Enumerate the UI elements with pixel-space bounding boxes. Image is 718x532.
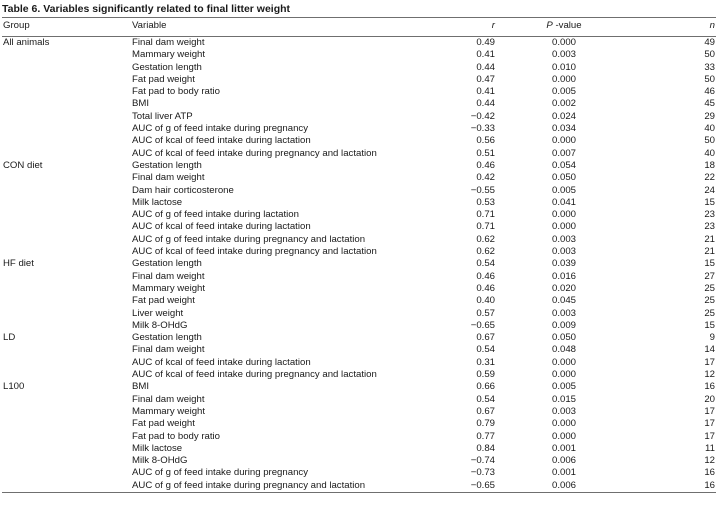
r-cell: 0.31 [476, 356, 495, 368]
p-value-cell: 0.010 [551, 61, 576, 73]
n-cell: 17 [704, 418, 715, 430]
p-value-cell: 0.050 [551, 172, 576, 184]
p-value-cell: 0.001 [551, 467, 576, 479]
variable-cell: AUC of g of feed intake during pregnancy [132, 123, 308, 135]
n-cell: 16 [704, 381, 715, 393]
p-value-cell: 0.024 [551, 110, 576, 122]
table-row [2, 418, 716, 430]
variable-cell: Gestation length [132, 159, 202, 171]
variable-cell: Final dam weight [132, 37, 205, 48]
variable-cell: AUC of kcal of feed intake during lactation [132, 221, 311, 233]
n-cell: 50 [704, 135, 715, 147]
table-row [2, 455, 716, 467]
variable-cell: AUC of kcal of feed intake during lactation [132, 356, 311, 368]
group-cell [2, 431, 130, 443]
table-row [2, 234, 716, 246]
variable-cell: AUC of kcal of feed intake during lactation [132, 135, 311, 147]
r-cell: −0.65 [470, 319, 495, 331]
group-cell: LD [3, 332, 16, 344]
table-row [2, 332, 716, 344]
r-cell: 0.53 [476, 196, 495, 208]
table-row [2, 308, 716, 320]
table-row [2, 320, 716, 332]
table-body [2, 37, 716, 493]
variable-cell: BMI [132, 98, 150, 110]
p-value-cell: 0.050 [551, 332, 576, 344]
r-cell: 0.46 [476, 159, 495, 171]
n-cell: 40 [704, 123, 715, 135]
n-cell: 21 [704, 233, 715, 245]
variable-cell: Final dam weight [132, 393, 205, 405]
group-cell [2, 271, 130, 283]
table-row [2, 62, 716, 74]
p-value-cell: 0.054 [551, 159, 576, 171]
n-cell: 40 [704, 147, 715, 159]
table-row [2, 467, 716, 479]
group-cell [2, 418, 130, 430]
table-row [2, 357, 716, 369]
table-row [2, 209, 716, 221]
r-cell: 0.49 [476, 37, 495, 48]
group-cell [2, 197, 130, 209]
n-cell: 15 [704, 319, 715, 331]
p-value-cell: 0.041 [551, 196, 576, 208]
table-row [2, 369, 716, 381]
table-row [2, 394, 716, 406]
r-cell: 0.47 [476, 73, 495, 85]
header-row [2, 18, 716, 37]
n-cell: 25 [704, 307, 715, 319]
variable-cell: Final dam weight [132, 172, 205, 184]
n-cell: 12 [704, 369, 715, 381]
table-row [2, 135, 716, 147]
table-row [2, 197, 716, 209]
table-row [2, 221, 716, 233]
variable-cell: Milk lactose [132, 442, 183, 454]
variable-cell: AUC of kcal of feed intake during pregnancy and lactation [132, 246, 377, 258]
r-cell: 0.59 [476, 369, 495, 381]
header-group: Group [2, 18, 130, 37]
p-value-cell: 0.000 [551, 135, 576, 147]
variable-cell: AUC of g of feed intake during pregnancy and lactation [130, 480, 422, 493]
r-cell: −0.74 [470, 455, 495, 467]
r-cell: −0.73 [470, 467, 495, 479]
r-cell: 0.40 [476, 295, 495, 307]
variable-cell: AUC of kcal of feed intake during pregnancy and lactation [132, 147, 377, 159]
variable-cell: Mammary weight [132, 282, 206, 294]
group-cell [2, 234, 130, 246]
table-row [2, 172, 716, 184]
group-cell [2, 480, 130, 493]
p-value-cell: 0.005 [551, 86, 576, 98]
results-table [2, 17, 716, 493]
n-cell: 33 [704, 61, 715, 73]
p-value-cell: 0.000 [551, 369, 576, 381]
r-cell: 0.44 [476, 98, 495, 110]
group-cell [2, 86, 130, 98]
variable-cell: Dam hair corticosterone [132, 184, 234, 196]
group-cell [2, 135, 130, 147]
p-value-cell: 0.006 [551, 455, 576, 467]
n-cell: 25 [704, 295, 715, 307]
group-cell [2, 246, 130, 258]
p-value-cell: 0.007 [551, 147, 576, 159]
variable-cell: AUC of g of feed intake during pregnancy and lactation [132, 233, 366, 245]
p-value-cell: 0.020 [551, 282, 576, 294]
p-value-cell: 0.039 [551, 258, 576, 270]
n-cell: 49 [704, 37, 715, 48]
n-cell: 25 [704, 282, 715, 294]
variable-cell: Fat pad weight [132, 295, 195, 307]
group-cell [2, 98, 130, 110]
group-cell [2, 467, 130, 479]
r-cell: 0.62 [476, 233, 495, 245]
group-cell [2, 320, 130, 332]
group-cell: L100 [3, 381, 25, 393]
table-row [2, 37, 716, 50]
group-cell [2, 62, 130, 74]
variable-cell: Total liver ATP [132, 110, 193, 122]
variable-cell: Fat pad weight [132, 73, 195, 85]
n-cell: 17 [704, 430, 715, 442]
r-cell: −0.42 [470, 110, 495, 122]
r-cell: 0.54 [476, 344, 495, 356]
p-value-cell: 0.015 [551, 393, 576, 405]
table-row [2, 185, 716, 197]
n-cell: 22 [704, 172, 715, 184]
r-cell: −0.65 [422, 480, 497, 493]
r-cell: 0.79 [476, 418, 495, 430]
n-cell: 24 [704, 184, 715, 196]
r-cell: 0.51 [476, 147, 495, 159]
group-cell: CON diet [3, 159, 43, 171]
variable-cell: AUC of g of feed intake during pregnancy [132, 467, 308, 479]
table-row [2, 148, 716, 160]
group-cell [2, 49, 130, 61]
r-cell: 0.46 [476, 270, 495, 282]
table-caption: Table 6. Variables significantly related to final litter weight [2, 3, 291, 15]
p-value-cell: 0.003 [551, 405, 576, 417]
group-cell [2, 123, 130, 135]
group-cell [2, 394, 130, 406]
variable-cell: Milk 8-OHdG [132, 319, 188, 331]
r-cell: 0.44 [476, 61, 495, 73]
group-cell [2, 148, 130, 160]
n-cell: 9 [709, 332, 715, 344]
variable-cell: Final dam weight [132, 344, 205, 356]
r-cell: 0.84 [476, 442, 495, 454]
r-cell: 0.66 [476, 381, 495, 393]
group-cell [2, 406, 130, 418]
n-cell: 27 [704, 270, 715, 282]
variable-cell: Gestation length [132, 61, 202, 73]
header-p-letter: P [546, 20, 553, 32]
group-cell [2, 344, 130, 356]
group-cell [2, 295, 130, 307]
group-cell [2, 74, 130, 86]
n-cell: 16 [631, 480, 716, 493]
r-cell: 0.41 [476, 49, 495, 61]
r-cell: 0.67 [476, 332, 495, 344]
r-cell: 0.57 [476, 307, 495, 319]
n-cell: 18 [704, 159, 715, 171]
r-cell: 0.54 [476, 393, 495, 405]
table-row [2, 86, 716, 98]
table-row [2, 283, 716, 295]
n-cell: 11 [705, 442, 715, 454]
r-cell: 0.56 [476, 135, 495, 147]
p-value-cell: 0.005 [551, 381, 576, 393]
table-row [2, 74, 716, 86]
n-cell: 12 [704, 455, 715, 467]
r-cell: 0.42 [476, 172, 495, 184]
table-row [2, 258, 716, 270]
p-value-cell: 0.000 [551, 430, 576, 442]
variable-cell: AUC of g of feed intake during lactation [132, 209, 299, 221]
variable-cell: Gestation length [132, 332, 202, 344]
p-value-cell: 0.000 [551, 37, 576, 48]
header-variable: Variable [130, 18, 422, 37]
header-r: r [422, 18, 497, 37]
r-cell: −0.55 [470, 184, 495, 196]
p-value-cell: 0.016 [551, 270, 576, 282]
variable-cell: Milk 8-OHdG [132, 455, 188, 467]
p-value-cell: 0.003 [551, 246, 576, 258]
group-cell [2, 357, 130, 369]
table-row [2, 111, 716, 123]
p-value-cell: 0.000 [551, 418, 576, 430]
p-value-cell: 0.000 [551, 356, 576, 368]
p-value-cell: 0.000 [551, 209, 576, 221]
n-cell: 21 [704, 246, 715, 258]
table-row [2, 431, 716, 443]
p-value-cell: 0.009 [551, 319, 576, 331]
n-cell: 17 [704, 405, 715, 417]
group-cell [2, 443, 130, 455]
n-cell: 50 [704, 49, 715, 61]
variable-cell: Fat pad to body ratio [132, 86, 220, 98]
group-cell: All animals [3, 37, 50, 48]
p-value-cell: 0.003 [551, 233, 576, 245]
table-row [2, 406, 716, 418]
r-cell: 0.71 [476, 221, 495, 233]
n-cell: 23 [704, 209, 715, 221]
header-p-value [497, 18, 631, 37]
variable-cell: Fat pad weight [132, 418, 195, 430]
variable-cell: Fat pad to body ratio [132, 430, 220, 442]
variable-cell: Milk lactose [132, 196, 183, 208]
group-cell [2, 185, 130, 197]
table-row [2, 295, 716, 307]
header-n: n [631, 18, 716, 37]
group-cell [2, 283, 130, 295]
variable-cell: AUC of kcal of feed intake during pregnancy and lactation [132, 369, 377, 381]
r-cell: 0.41 [476, 86, 495, 98]
r-cell: 0.77 [476, 430, 495, 442]
variable-cell: Gestation length [132, 258, 202, 270]
group-cell [2, 308, 130, 320]
variable-cell: Mammary weight [132, 405, 206, 417]
group-cell [2, 209, 130, 221]
table-row [2, 381, 716, 393]
p-value-cell: 0.001 [551, 442, 576, 454]
r-cell: 0.46 [476, 282, 495, 294]
n-cell: 15 [704, 258, 715, 270]
r-cell: 0.67 [476, 405, 495, 417]
n-cell: 46 [704, 86, 715, 98]
p-value-cell: 0.034 [551, 123, 576, 135]
p-value-cell: 0.006 [497, 480, 631, 493]
r-cell: 0.62 [476, 246, 495, 258]
p-value-cell: 0.005 [551, 184, 576, 196]
variable-cell: Final dam weight [132, 270, 205, 282]
header-p-suffix: -value [552, 20, 582, 32]
p-value-cell: 0.003 [551, 49, 576, 61]
r-cell: 0.71 [476, 209, 495, 221]
group-cell [2, 111, 130, 123]
n-cell: 20 [704, 393, 715, 405]
r-cell: 0.54 [476, 258, 495, 270]
n-cell: 16 [704, 467, 715, 479]
group-cell [2, 369, 130, 381]
group-cell [2, 172, 130, 184]
p-value-cell: 0.000 [551, 73, 576, 85]
variable-cell: BMI [132, 381, 150, 393]
table-row [2, 480, 716, 493]
table-row [2, 344, 716, 356]
n-cell: 50 [704, 73, 715, 85]
r-cell: −0.33 [470, 123, 495, 135]
group-cell [2, 221, 130, 233]
group-cell: HF diet [3, 258, 34, 270]
table-row [2, 443, 716, 455]
n-cell: 23 [704, 221, 715, 233]
n-cell: 17 [704, 356, 715, 368]
table-row [2, 98, 716, 110]
n-cell: 15 [704, 196, 715, 208]
p-value-cell: 0.003 [551, 307, 576, 319]
n-cell: 45 [704, 98, 715, 110]
table-row [2, 246, 716, 258]
variable-cell: Mammary weight [132, 49, 206, 61]
table-row [2, 49, 716, 61]
p-value-cell: 0.048 [551, 344, 576, 356]
variable-cell: Liver weight [132, 307, 184, 319]
table-row [2, 123, 716, 135]
table-row [2, 271, 716, 283]
p-value-cell: 0.000 [551, 221, 576, 233]
group-cell [2, 455, 130, 467]
n-cell: 29 [704, 110, 715, 122]
n-cell: 14 [704, 344, 715, 356]
p-value-cell: 0.002 [551, 98, 576, 110]
table-row [2, 160, 716, 172]
p-value-cell: 0.045 [551, 295, 576, 307]
